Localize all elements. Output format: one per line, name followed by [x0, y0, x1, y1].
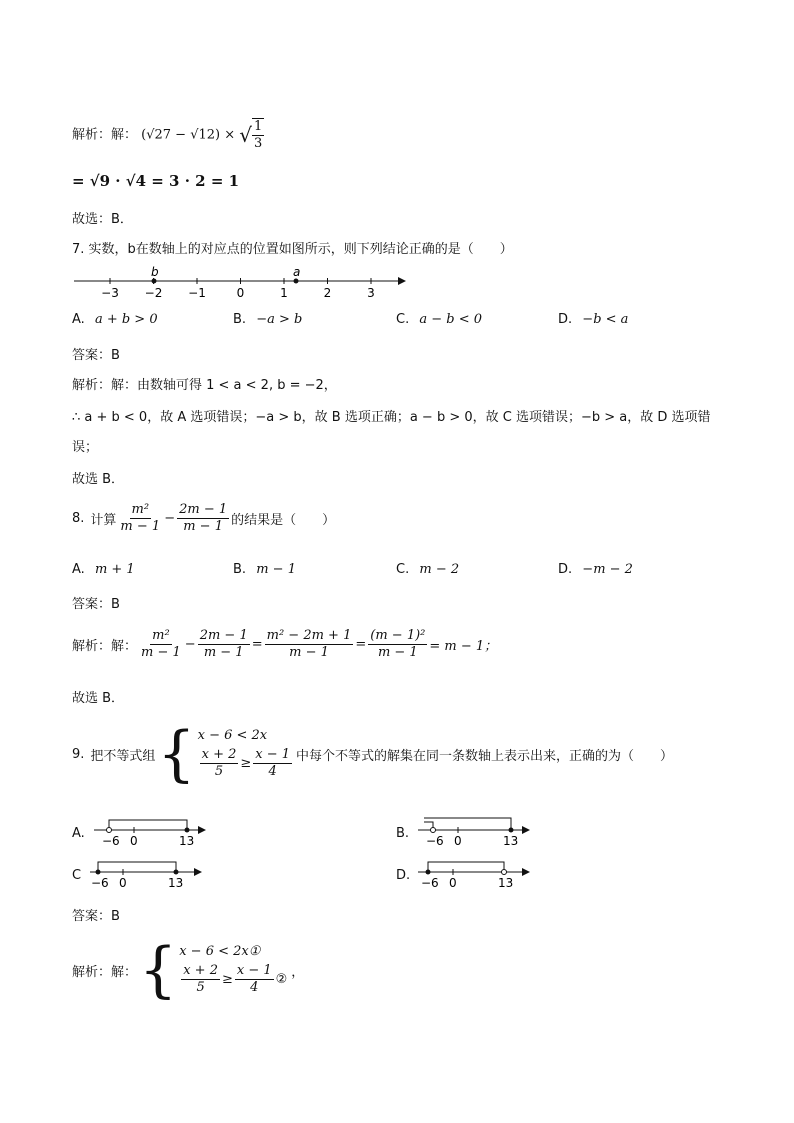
- point-a: [294, 279, 299, 284]
- tick-label: −6: [426, 834, 444, 848]
- q8-option-c[interactable]: C. m − 2: [396, 562, 460, 577]
- q7-analysis-line1: 解析：解：由数轴可得 1 < a < 2, b = −2，: [72, 378, 337, 393]
- q7-stem: 7. 实数，b在数轴上的对应点的位置如图所示，则下列结论正确的是（ ）: [72, 242, 513, 257]
- q9-option-b[interactable]: B.: [396, 826, 410, 841]
- q8-choice: 故选 B．: [72, 691, 125, 706]
- q8-option-b[interactable]: B. m − 1: [233, 562, 296, 577]
- open-point: [431, 828, 436, 833]
- math-expression: (√27 − √12) ×: [141, 127, 236, 143]
- q9-option-d[interactable]: D.: [396, 868, 411, 883]
- tick-label: 13: [498, 876, 514, 890]
- q7-option-d[interactable]: D. −b < a: [558, 312, 629, 327]
- q7-analysis-line3: 误；: [72, 440, 99, 455]
- fraction: $\frac{\text{(m − 1)²}}{m - 1}$: [370, 628, 426, 660]
- closed-point: [509, 828, 514, 833]
- closed-point: [426, 870, 431, 875]
- q7-option-b[interactable]: B. −a > b: [233, 312, 303, 327]
- point-b: [152, 279, 157, 284]
- q6-choice: 故选：B．: [72, 212, 133, 227]
- q8-answer: 答案：B: [72, 597, 120, 612]
- q9-option-c[interactable]: C: [72, 868, 82, 883]
- system-brace: {: [139, 935, 178, 1005]
- tick-label: −1: [188, 286, 206, 300]
- q9-answer: 答案：B: [72, 909, 120, 924]
- fraction: $\frac{\text{m² − 2m + 1}}{m - 1}$: [266, 628, 352, 660]
- tick-label: −3: [101, 286, 119, 300]
- q8-option-a[interactable]: A. m + 1: [72, 562, 135, 577]
- sqrt-one-third: √ $\frac{1}{3}$: [239, 119, 263, 151]
- tick-label: −6: [102, 834, 120, 848]
- fraction: $\frac{\text{m²}}{m - 1}$: [141, 628, 181, 660]
- tick-label: 0: [119, 876, 127, 890]
- q9-option-a-number-line: [90, 814, 210, 848]
- q8-option-d[interactable]: D. −m − 2: [558, 562, 633, 577]
- tick-label: 0: [449, 876, 457, 890]
- open-point: [107, 828, 112, 833]
- tick-label: −6: [421, 876, 439, 890]
- analysis-label: 解析：解：: [72, 127, 138, 143]
- q7-option-a[interactable]: A. a + b > 0: [72, 312, 158, 327]
- q7-analysis-line2: ∴ a + b < 0，故 A 选项错误；−a > b，故 B 选项正确；a − b > 0，故 C 选项错误；−b > a，故 D 选项错: [72, 410, 711, 425]
- q8-stem: 8. 计算 $\frac{\text{m²}}{m - 1}$ − $\frac{2m - 1}{m - 1}$ 的结果是（ ）: [72, 502, 336, 534]
- closed-point: [96, 870, 101, 875]
- q9-option-a[interactable]: A.: [72, 826, 85, 841]
- fraction: $\frac{\text{m²}}{m - 1}$: [120, 502, 161, 534]
- closed-point: [185, 828, 190, 833]
- q9-option-c-number-line: [86, 856, 206, 890]
- q9-analysis: 解析：解： { x − 6 < 2x① $\frac{x + 2}{5}$ ≥ $\frac{x - 1}{4}$ ② ，: [72, 935, 305, 1005]
- point-a-label: a: [293, 265, 301, 279]
- tick-label: 13: [168, 876, 184, 890]
- tick-label: 2: [323, 286, 332, 300]
- q7-choice: 故选 B．: [72, 472, 125, 487]
- q7-answer: 答案：B: [72, 348, 120, 363]
- q6-analysis-line1: [72, 118, 266, 152]
- fraction: $\frac{2m - 1}{m - 1}$: [179, 502, 228, 534]
- tick-label: 13: [179, 834, 195, 848]
- closed-point: [174, 870, 179, 875]
- open-point: [502, 870, 507, 875]
- system-brace: {: [157, 719, 196, 789]
- tick-label: 3: [367, 286, 375, 300]
- q9-option-b-number-line: [414, 814, 534, 848]
- q7-number-line: [70, 262, 410, 302]
- point-b-label: b: [151, 265, 159, 279]
- tick-label: 13: [503, 834, 519, 848]
- fraction: $\frac{2m - 1}{m - 1}$: [199, 628, 248, 660]
- q6-analysis-line2: = √9 · √4 = 3 · 2 = 1: [72, 172, 240, 190]
- tick-label: 0: [130, 834, 138, 848]
- q8-analysis: 解析：解： $\frac{\text{m²}}{m - 1}$ − $\frac{2m - 1}{m - 1}$ = $\frac{\text{m² − 2m + 1}}{m - 1}$ = $\frac{\text{(m − 1)²}}{m - 1}$ = m − 1；: [72, 628, 498, 660]
- q7-option-c[interactable]: C. a − b < 0: [396, 312, 483, 327]
- tick-label: −2: [144, 286, 163, 300]
- tick-label: 1: [280, 286, 288, 300]
- q9-option-d-number-line: [414, 856, 534, 890]
- inequality-system: x − 6 < 2x $\frac{x + 2}{5}$ ≥ $\frac{x - 1}{4}$: [197, 728, 291, 779]
- q9-stem: 9. 把不等式组 { x − 6 < 2x $\frac{x + 2}{5}$ ≥ $\frac{x - 1}{4}$ 中每个不等式的解集在同一条数轴上表示出来，正确的为（ ）: [72, 719, 674, 789]
- tick-label: 0: [454, 834, 462, 848]
- tick-label: −6: [91, 876, 109, 890]
- tick-label: 0: [236, 286, 245, 300]
- inequality-system: x − 6 < 2x① $\frac{x + 2}{5}$ ≥ $\frac{x - 1}{4}$ ②: [179, 944, 288, 995]
